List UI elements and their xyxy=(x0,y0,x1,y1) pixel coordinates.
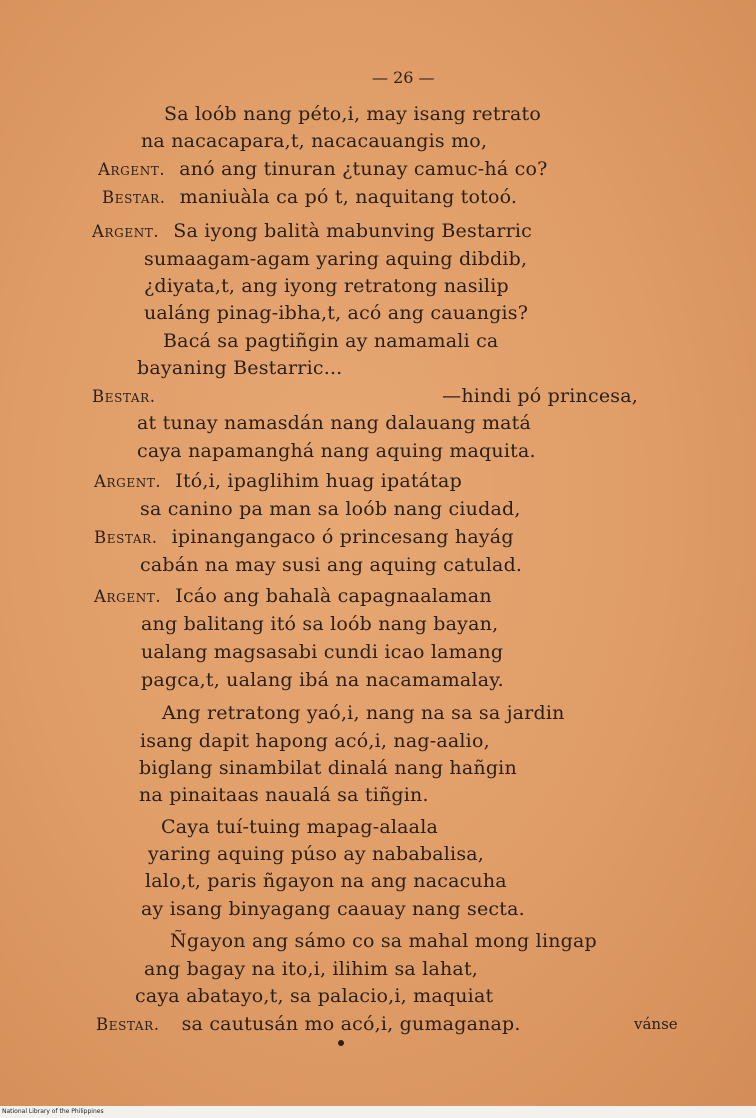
catchword: vánse xyxy=(634,1015,678,1033)
verse-line xyxy=(135,984,493,1008)
verse-line xyxy=(161,815,438,839)
library-credit: National Library of the Philippines xyxy=(2,1108,104,1115)
page-number: — 26 — xyxy=(372,68,435,87)
verse-line xyxy=(140,729,490,753)
verse-line xyxy=(92,219,532,244)
verse-line xyxy=(94,469,462,494)
verse-text: bayaning Bestarric... xyxy=(137,357,343,379)
verse-text: lalo,t, paris ñgayon na ang nacacuha xyxy=(145,870,507,892)
verse-line xyxy=(94,584,492,609)
verse-line xyxy=(92,384,638,409)
verse-line xyxy=(163,329,498,353)
speaker-label: Argent. xyxy=(92,222,160,241)
verse-text: ualáng pinag-ibha,t, acó ang cauangis? xyxy=(144,302,529,324)
speaker-label: Bestar. xyxy=(102,188,166,207)
verse-line xyxy=(144,247,527,271)
verse-text: caya abatayo,t, sa palacio,i, maquiat xyxy=(135,985,494,1007)
verse-text: —hindi pó princesa, xyxy=(442,385,638,407)
verse-text: anó ang tinuran ¿tunay camuc-há co? xyxy=(179,158,548,180)
verse-text: caya napamanghá nang aquing maquita. xyxy=(137,440,536,462)
verse-text: ualang magsasabi cundi icao lamang xyxy=(141,641,504,663)
verse-text: at tunay namasdán nang dalauang matá xyxy=(137,412,532,434)
verse-line xyxy=(96,1012,521,1037)
verse-text: sa canino pa man sa loób nang ciudad, xyxy=(140,498,521,520)
verse-line xyxy=(140,497,521,521)
verse-line xyxy=(94,525,514,550)
verse-text: ang balitang itó sa loób nang bayan, xyxy=(141,613,499,635)
verse-line xyxy=(137,411,531,435)
verse-text: Ñgayon ang sámo co sa mahal mong lingap xyxy=(170,930,597,952)
verse-line xyxy=(102,185,517,210)
speaker-label: Bestar. xyxy=(92,387,156,406)
verse-text: maniuàla ca pó t, naquitang totoó. xyxy=(179,186,518,208)
verse-line xyxy=(162,701,565,725)
verse-text: sa cautusán mo acó,i, gumaganap. xyxy=(181,1013,521,1035)
speaker-label: Bestar. xyxy=(94,528,158,547)
verse-line xyxy=(164,102,541,126)
verse-line xyxy=(144,274,509,298)
verse-text: Itó,i, ipaglihim huag ipatátap xyxy=(175,470,462,492)
verse-text: ay isang binyagang caauay nang secta. xyxy=(141,898,525,920)
verse-text: isang dapit hapong acó,i, nag-aalio, xyxy=(140,730,490,752)
verse-line xyxy=(141,668,504,692)
speaker-label: Argent. xyxy=(94,587,162,606)
speaker-label: Argent. xyxy=(94,472,162,491)
verse-line xyxy=(141,640,503,664)
verse-text: Bacá sa pagtiñgin ay namamali ca xyxy=(163,330,499,352)
verse-line xyxy=(140,553,522,577)
verse-text: sumaagam-agam yaring aquing dibdib, xyxy=(144,248,528,270)
verse-text: yaring aquing púso ay nababalisa, xyxy=(148,843,485,865)
verse-text: biglang sinambilat dinalá nang hañgin xyxy=(139,757,517,779)
verse-text: na nacacapara,t, nacacauangis mo, xyxy=(141,130,488,152)
verse-line xyxy=(148,842,484,866)
verse-line xyxy=(141,612,498,636)
verse-text: ¿diyata,t, ang iyong retratong nasilip xyxy=(144,275,509,297)
speaker-label: Bestar. xyxy=(96,1015,160,1034)
verse-line xyxy=(170,929,597,953)
verse-text: pagca,t, ualang ibá na nacamamalay. xyxy=(141,669,504,691)
verse-text: Icáo ang bahalà capagnaalaman xyxy=(175,585,492,607)
verse-text: ang bagay na ito,i, ilihim sa lahat, xyxy=(144,958,479,980)
credit-strip xyxy=(0,1106,756,1118)
verse-line xyxy=(137,356,342,380)
verse-text: Sa iyong balità mabunving Bestarric xyxy=(173,220,533,242)
verse-text: Caya tuí-tuing mapag-alaala xyxy=(161,816,439,838)
verse-line xyxy=(144,957,478,981)
verse-line xyxy=(141,129,487,153)
verse-text: Ang retratong yaó,i, nang na sa sa jardin xyxy=(162,702,565,724)
verse-line xyxy=(98,157,547,182)
verse-line xyxy=(137,439,536,463)
speaker-label: Argent. xyxy=(98,160,166,179)
verse-line xyxy=(145,869,507,893)
verse-text: Sa loób nang péto,i, may isang retrato xyxy=(164,103,541,125)
verse-line xyxy=(139,756,517,780)
verse-text: ipinangangaco ó princesang hayág xyxy=(171,526,514,548)
verse-text: cabán na may susi ang aquing catulad. xyxy=(140,554,523,576)
ink-dot xyxy=(338,1040,344,1046)
verse-line xyxy=(139,783,429,807)
verse-line xyxy=(144,301,528,325)
verse-line xyxy=(141,897,525,921)
verse-text: na pinaitaas naualá sa tiñgin. xyxy=(139,784,429,806)
